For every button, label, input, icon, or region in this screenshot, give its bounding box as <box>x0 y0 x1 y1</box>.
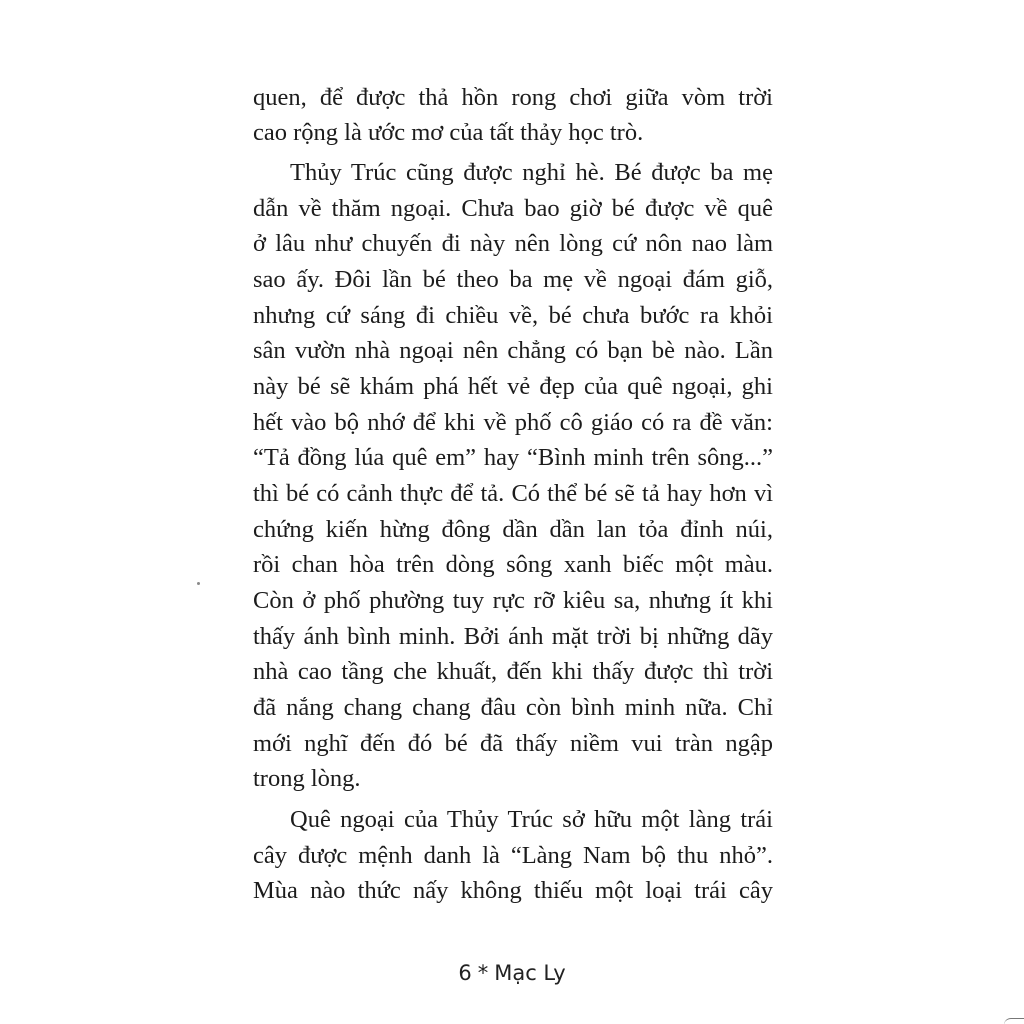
text-line: cây được mệnh danh là “Làng Nam bộ thu nhỏ”. <box>253 842 773 869</box>
text-line: “Tả đồng lúa quê em” hay “Bình minh trên sông...” <box>253 444 773 471</box>
text-line: nhưng cứ sáng đi chiều về, bé chưa bước ra khỏi <box>253 302 773 329</box>
text-line: chứng kiến hừng đông dần dần lan tỏa đỉnh núi, <box>253 516 773 543</box>
text-line: thấy ánh bình minh. Bởi ánh mặt trời bị những dãy <box>253 623 773 650</box>
text-line: Còn ở phố phường tuy rực rỡ kiêu sa, nhưng ít khi <box>253 587 773 614</box>
footer-separator: * <box>477 961 489 985</box>
text-line: này bé sẽ khám phá hết vẻ đẹp của quê ngoại, ghi <box>253 373 773 400</box>
text-line: sân vườn nhà ngoại nên chẳng có bạn bè nào. Lần <box>253 337 773 364</box>
text-line: dẫn về thăm ngoại. Chưa bao giờ bé được về quê <box>253 195 773 222</box>
author-name: Mạc Ly <box>494 961 566 985</box>
text-line: mới nghĩ đến đó bé đã thấy niềm vui tràn ngập <box>253 730 773 757</box>
text-line: Quê ngoại của Thủy Trúc sở hữu một làng trái <box>290 806 773 833</box>
text-line: cao rộng là ước mơ của tất thảy học trò. <box>253 119 644 146</box>
page-footer <box>0 958 1024 988</box>
text-line: sao ấy. Đôi lần bé theo ba mẹ về ngoại đám giỗ, <box>253 266 773 293</box>
paper-speck <box>197 582 200 585</box>
text-line: đã nắng chang chang đâu còn bình minh nữa. Chỉ <box>253 694 773 721</box>
text-line: Thủy Trúc cũng được nghỉ hè. Bé được ba mẹ <box>290 159 773 186</box>
text-line: Mùa nào thức nấy không thiếu một loại trái cây <box>253 877 773 904</box>
text-line: trong lòng. <box>253 765 361 792</box>
text-line: nhà cao tầng che khuất, đến khi thấy được thì trời <box>253 658 773 685</box>
text-line: quen, để được thả hồn rong chơi giữa vòm trời <box>253 84 773 111</box>
text-line: thì bé có cảnh thực để tả. Có thể bé sẽ tả hay hơn vì <box>253 480 773 507</box>
text-line: ở lâu như chuyến đi này nên lòng cứ nôn nao làm <box>253 230 773 257</box>
text-line: rồi chan hòa trên dòng sông xanh biếc một màu. <box>253 551 773 578</box>
page-number: 6 <box>458 961 472 985</box>
text-line: hết vào bộ nhớ để khi về phố cô giáo có ra đề văn: <box>253 409 773 436</box>
corner-mark <box>1004 1018 1024 1024</box>
